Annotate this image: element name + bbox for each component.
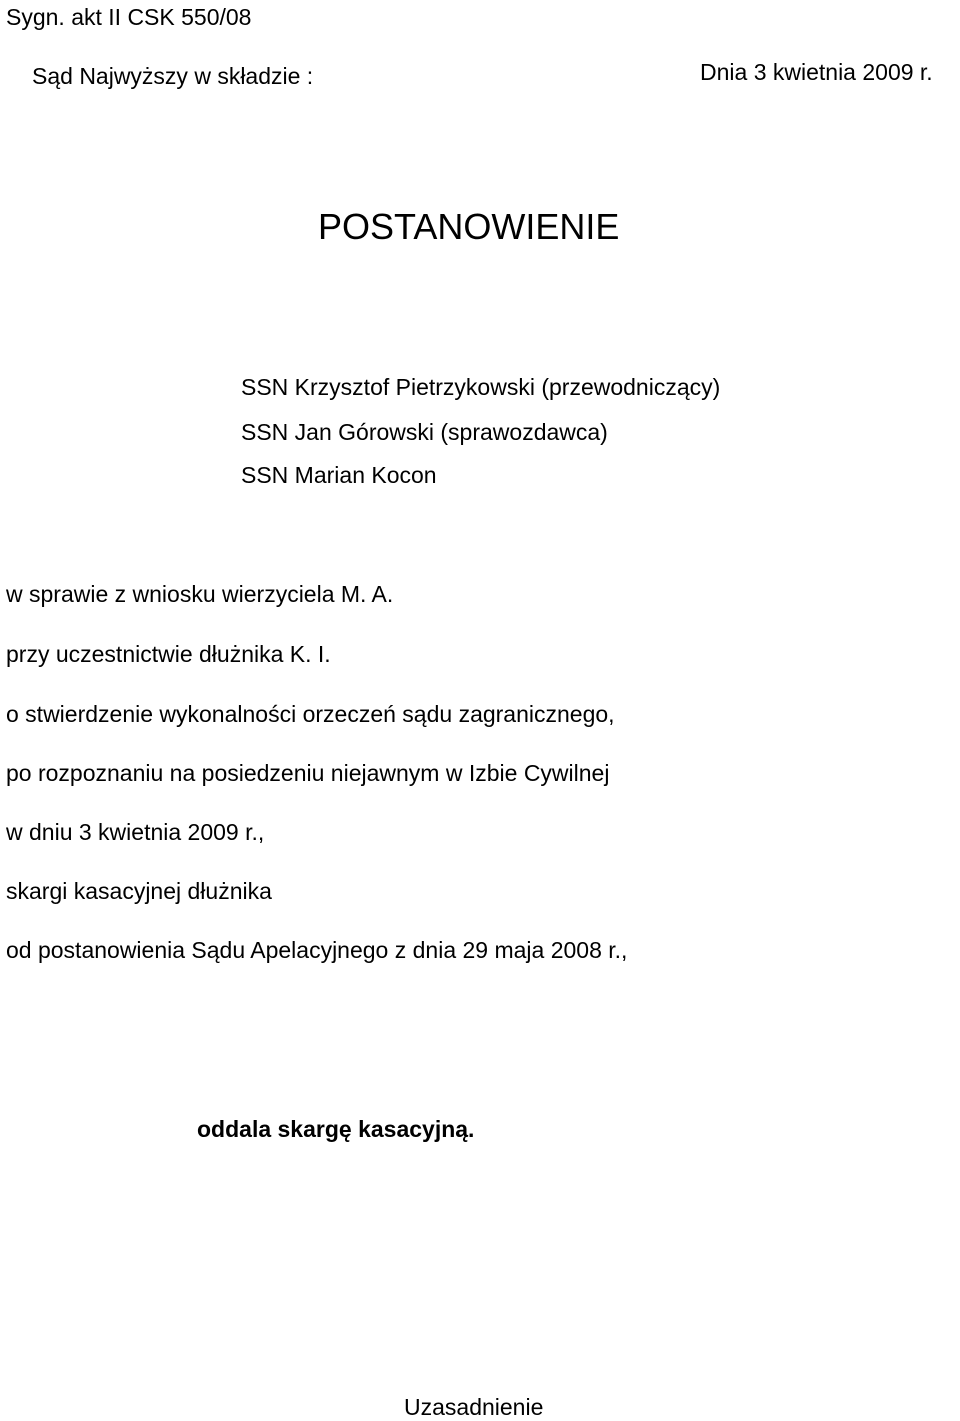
case-parties-debtor: przy uczestnictwie dłużnika K. I. (6, 641, 331, 667)
panel-member-rapporteur: SSN Jan Górowski (sprawozdawca) (241, 419, 608, 445)
case-parties-creditor: w sprawie z wniosku wierzyciela M. A. (6, 581, 394, 607)
panel-member: SSN Marian Kocon (241, 462, 437, 488)
case-subject: o stwierdzenie wykonalności orzeczeń sądu zagranicznego, (6, 701, 615, 727)
panel-member-presiding: SSN Krzysztof Pietrzykowski (przewodniczący) (241, 374, 721, 400)
court-composition-label: Sąd Najwyższy w składzie : (32, 63, 314, 89)
case-signature: Sygn. akt II CSK 550/08 (6, 4, 252, 30)
decision-date: Dnia 3 kwietnia 2009 r. (700, 59, 933, 85)
justification-heading: Uzasadnienie (404, 1394, 544, 1420)
appealed-decision: od postanowienia Sądu Apelacyjnego z dnia 29 maja 2008 r., (6, 937, 628, 963)
hearing-date: w dniu 3 kwietnia 2009 r., (6, 819, 265, 845)
appeal-subject: skargi kasacyjnej dłużnika (6, 878, 272, 904)
verdict: oddala skargę kasacyjną. (197, 1116, 475, 1142)
document-title: POSTANOWIENIE (318, 206, 620, 247)
hearing-info: po rozpoznaniu na posiedzeniu niejawnym w Izbie Cywilnej (6, 760, 610, 786)
